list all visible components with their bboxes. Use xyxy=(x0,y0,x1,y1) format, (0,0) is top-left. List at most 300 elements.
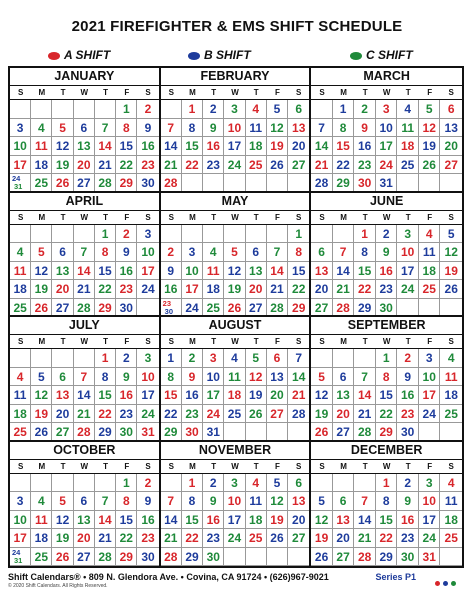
weekday-header xyxy=(311,335,462,349)
weekday-label: T xyxy=(405,337,411,346)
weekday-header xyxy=(311,86,462,100)
day-cell: 28 xyxy=(311,174,333,193)
weekday-label: W xyxy=(382,461,391,471)
day-cell: 29 xyxy=(116,174,137,193)
weekday-label: T xyxy=(362,337,368,346)
day-cell: 10 xyxy=(419,492,441,511)
month-days xyxy=(161,474,310,567)
day-cell: 8 xyxy=(95,243,116,262)
legend-b-shift: B SHIFT xyxy=(188,48,251,62)
day-cell: 14 xyxy=(354,511,376,530)
day-cell: 10 xyxy=(224,119,245,138)
day-cell: 30 xyxy=(116,423,137,442)
day-cell: 4 xyxy=(10,368,31,387)
day-cell: 18 xyxy=(246,137,267,156)
day-cell: 25 xyxy=(440,529,462,548)
day-cell: 12 xyxy=(419,119,441,138)
day-cell: 25 xyxy=(10,299,31,318)
day-cell: 14 xyxy=(95,511,116,530)
empty-day xyxy=(10,349,31,368)
weekday-label: T xyxy=(60,88,66,97)
day-cell: 7 xyxy=(288,349,309,368)
day-cell: 10 xyxy=(137,368,158,387)
day-cell: 7 xyxy=(74,368,95,387)
day-cell: 21 xyxy=(333,280,355,299)
day-cell: 20 xyxy=(333,529,355,548)
month-october xyxy=(10,442,161,567)
weekday-label: F xyxy=(124,337,130,346)
day-cell: 29 xyxy=(161,423,182,442)
month-name: JANUARY xyxy=(10,68,159,86)
day-cell: 18 xyxy=(224,386,245,405)
weekday-label: S xyxy=(145,212,151,222)
day-cell: 6 xyxy=(333,492,355,511)
day-cell: 27 xyxy=(288,156,309,175)
day-cell: 25 xyxy=(440,405,462,424)
weekday-label: T xyxy=(253,337,259,346)
day-cell: 19 xyxy=(267,511,288,530)
day-cell: 17 xyxy=(10,529,31,548)
day-cell: 5 xyxy=(31,243,52,262)
day-cell: 11 xyxy=(397,119,419,138)
day-cell: 13 xyxy=(333,386,355,405)
weekday-label: W xyxy=(80,461,89,471)
empty-day xyxy=(354,474,376,493)
day-cell: 13 xyxy=(74,511,95,530)
day-cell: 6 xyxy=(52,243,73,262)
b-shift-icon xyxy=(188,52,200,60)
day-cell: 12 xyxy=(224,262,245,281)
empty-day xyxy=(74,349,95,368)
day-cell: 14 xyxy=(333,262,355,281)
day-cell: 2 xyxy=(161,243,182,262)
empty-day xyxy=(161,225,182,244)
day-cell: 17 xyxy=(203,386,224,405)
day-cell: 12 xyxy=(246,368,267,387)
weekday-label: S xyxy=(168,212,174,222)
day-cell: 29 xyxy=(182,548,203,567)
month-days xyxy=(10,349,159,442)
day-cell: 6 xyxy=(52,368,73,387)
weekday-label: S xyxy=(319,88,325,97)
day-cell-split: 24 31 xyxy=(10,548,31,567)
weekday-label: F xyxy=(427,212,433,222)
weekday-label: F xyxy=(275,88,280,97)
day-cell: 14 xyxy=(161,511,182,530)
day-cell: 4 xyxy=(246,100,267,119)
day-cell-split: 23 30 xyxy=(161,299,182,318)
weekday-label: S xyxy=(17,88,24,97)
day-cell: 30 xyxy=(137,548,158,567)
weekday-label: T xyxy=(211,212,217,222)
day-cell: 7 xyxy=(354,368,376,387)
month-august xyxy=(161,317,312,442)
weekday-label: W xyxy=(231,337,239,346)
weekday-label: S xyxy=(448,461,454,471)
day-cell: 9 xyxy=(203,119,224,138)
empty-day xyxy=(74,225,95,244)
footer-dots xyxy=(432,573,456,591)
day-cell: 9 xyxy=(137,492,158,511)
weekday-label: T xyxy=(60,212,66,222)
day-cell: 13 xyxy=(288,119,309,138)
day-cell: 9 xyxy=(182,368,203,387)
day-cell: 7 xyxy=(95,492,116,511)
month-april xyxy=(10,193,161,318)
month-name: OCTOBER xyxy=(10,442,159,460)
month-days xyxy=(311,225,462,318)
day-cell: 3 xyxy=(203,349,224,368)
empty-day xyxy=(311,474,333,493)
day-cell: 23 xyxy=(397,529,419,548)
day-cell: 28 xyxy=(161,174,182,193)
day-cell: 6 xyxy=(288,100,309,119)
day-cell: 10 xyxy=(10,137,31,156)
empty-day xyxy=(246,548,267,567)
empty-day xyxy=(95,100,116,119)
day-cell: 21 xyxy=(311,156,333,175)
day-cell: 14 xyxy=(95,137,116,156)
day-cell: 27 xyxy=(74,548,95,567)
day-cell: 4 xyxy=(31,492,52,511)
day-cell: 28 xyxy=(95,174,116,193)
month-name: NOVEMBER xyxy=(161,442,310,460)
day-cell: 8 xyxy=(288,243,309,262)
empty-day xyxy=(311,349,333,368)
weekday-label: S xyxy=(145,337,151,346)
day-cell: 9 xyxy=(137,119,158,138)
day-cell: 18 xyxy=(440,511,462,530)
empty-day xyxy=(311,225,333,244)
empty-day xyxy=(161,100,182,119)
empty-day xyxy=(440,299,462,318)
empty-day xyxy=(10,100,31,119)
day-cell: 7 xyxy=(267,243,288,262)
weekday-label: F xyxy=(275,212,280,222)
day-cell: 10 xyxy=(224,492,245,511)
weekday-label: F xyxy=(124,461,130,471)
weekday-label: S xyxy=(319,461,325,471)
day-cell: 6 xyxy=(267,349,288,368)
day-cell: 22 xyxy=(182,156,203,175)
empty-day xyxy=(397,299,419,318)
day-cell: 20 xyxy=(288,137,309,156)
weekday-header xyxy=(161,460,310,474)
day-cell: 3 xyxy=(137,349,158,368)
month-days xyxy=(161,225,310,318)
day-cell: 16 xyxy=(182,386,203,405)
day-cell: 14 xyxy=(74,386,95,405)
day-cell: 26 xyxy=(267,156,288,175)
day-cell: 15 xyxy=(161,386,182,405)
day-cell: 2 xyxy=(116,225,137,244)
month-name: AUGUST xyxy=(161,317,310,335)
day-cell: 12 xyxy=(311,386,333,405)
day-cell: 23 xyxy=(182,405,203,424)
day-cell: 1 xyxy=(354,225,376,244)
day-cell: 5 xyxy=(311,492,333,511)
weekday-label: W xyxy=(231,212,239,222)
day-cell: 17 xyxy=(224,137,245,156)
day-cell: 2 xyxy=(116,349,137,368)
day-cell: 27 xyxy=(267,405,288,424)
weekday-label: T xyxy=(211,88,217,97)
day-cell: 18 xyxy=(397,137,419,156)
day-cell: 20 xyxy=(311,280,333,299)
day-cell: 19 xyxy=(311,405,333,424)
day-cell: 10 xyxy=(182,262,203,281)
day-cell: 25 xyxy=(10,423,31,442)
day-cell: 3 xyxy=(10,492,31,511)
day-cell: 21 xyxy=(95,529,116,548)
month-name: APRIL xyxy=(10,193,159,211)
day-cell: 4 xyxy=(440,349,462,368)
day-cell: 20 xyxy=(440,137,462,156)
weekday-label: T xyxy=(211,461,217,471)
month-days xyxy=(311,474,462,567)
day-cell: 14 xyxy=(354,386,376,405)
empty-day xyxy=(288,423,309,442)
day-cell: 17 xyxy=(10,156,31,175)
empty-day xyxy=(333,474,355,493)
weekday-label: S xyxy=(448,337,454,346)
calendar-grid xyxy=(8,66,464,568)
weekday-label: M xyxy=(340,337,347,346)
empty-day xyxy=(182,225,203,244)
day-cell: 30 xyxy=(203,548,224,567)
day-cell: 17 xyxy=(376,137,398,156)
day-cell: 20 xyxy=(288,511,309,530)
day-cell: 1 xyxy=(95,225,116,244)
day-cell: 4 xyxy=(440,474,462,493)
day-cell: 17 xyxy=(137,262,158,281)
weekday-label: S xyxy=(17,212,24,222)
empty-day xyxy=(31,474,52,493)
day-cell: 10 xyxy=(376,119,398,138)
day-cell: 6 xyxy=(440,100,462,119)
day-cell: 24 xyxy=(137,280,158,299)
a-shift-icon xyxy=(48,52,60,60)
day-cell: 16 xyxy=(137,137,158,156)
day-cell: 14 xyxy=(74,262,95,281)
day-cell: 5 xyxy=(246,349,267,368)
day-cell: 3 xyxy=(376,100,398,119)
empty-day xyxy=(440,423,462,442)
day-cell: 20 xyxy=(74,529,95,548)
day-cell: 26 xyxy=(419,156,441,175)
weekday-label: F xyxy=(275,461,280,471)
weekday-label: T xyxy=(362,212,368,222)
day-cell: 6 xyxy=(288,474,309,493)
empty-day xyxy=(419,174,441,193)
empty-day xyxy=(333,225,355,244)
day-cell: 5 xyxy=(440,225,462,244)
weekday-label: T xyxy=(405,461,411,471)
day-cell: 30 xyxy=(397,548,419,567)
day-cell: 29 xyxy=(354,299,376,318)
weekday-label: M xyxy=(340,461,347,471)
empty-day xyxy=(246,423,267,442)
day-cell: 30 xyxy=(137,174,158,193)
empty-day xyxy=(354,349,376,368)
day-cell: 18 xyxy=(440,386,462,405)
weekday-label: S xyxy=(319,337,325,346)
day-cell: 27 xyxy=(333,423,355,442)
day-cell: 2 xyxy=(203,474,224,493)
day-cell: 1 xyxy=(161,349,182,368)
day-cell: 12 xyxy=(311,511,333,530)
day-cell: 8 xyxy=(376,492,398,511)
day-cell: 26 xyxy=(31,423,52,442)
day-cell: 4 xyxy=(10,243,31,262)
day-cell: 25 xyxy=(224,405,245,424)
day-cell: 26 xyxy=(311,423,333,442)
day-cell: 21 xyxy=(354,405,376,424)
footer-address: Shift Calendars® • 809 N. Glendora Ave. • Covina, CA 91724 • (626)967-9021 xyxy=(8,572,329,582)
month-days xyxy=(311,100,462,193)
weekday-header xyxy=(10,86,159,100)
day-cell: 4 xyxy=(224,349,245,368)
day-cell: 30 xyxy=(182,423,203,442)
day-cell: 26 xyxy=(52,548,73,567)
day-cell: 20 xyxy=(52,405,73,424)
day-cell: 8 xyxy=(182,492,203,511)
red-dot-icon xyxy=(435,581,440,586)
day-cell: 17 xyxy=(419,386,441,405)
weekday-label: S xyxy=(17,461,24,471)
day-cell: 11 xyxy=(246,119,267,138)
day-cell: 2 xyxy=(354,100,376,119)
day-cell: 15 xyxy=(354,262,376,281)
day-cell: 16 xyxy=(376,262,398,281)
empty-day xyxy=(74,474,95,493)
day-cell: 13 xyxy=(288,492,309,511)
day-cell: 19 xyxy=(31,280,52,299)
day-cell: 17 xyxy=(137,386,158,405)
day-cell: 2 xyxy=(137,474,158,493)
day-cell: 13 xyxy=(52,262,73,281)
day-cell: 30 xyxy=(397,423,419,442)
month-december xyxy=(311,442,462,567)
weekday-label: T xyxy=(253,212,259,222)
empty-day xyxy=(31,349,52,368)
weekday-header xyxy=(10,460,159,474)
weekday-label: T xyxy=(405,212,411,222)
day-cell: 24 xyxy=(203,405,224,424)
day-cell: 13 xyxy=(246,262,267,281)
day-cell: 17 xyxy=(182,280,203,299)
weekday-header xyxy=(311,211,462,225)
day-cell: 22 xyxy=(116,156,137,175)
empty-day xyxy=(440,174,462,193)
day-cell: 22 xyxy=(182,529,203,548)
day-cell: 18 xyxy=(10,280,31,299)
weekday-label: T xyxy=(103,461,108,471)
empty-day xyxy=(311,100,333,119)
empty-day xyxy=(52,225,73,244)
empty-day xyxy=(419,299,441,318)
day-cell: 18 xyxy=(419,262,441,281)
weekday-label: S xyxy=(168,461,174,471)
month-name: JUNE xyxy=(311,193,462,211)
empty-day xyxy=(288,548,309,567)
empty-day xyxy=(267,423,288,442)
day-cell: 31 xyxy=(137,423,158,442)
day-cell: 1 xyxy=(288,225,309,244)
empty-day xyxy=(419,423,441,442)
weekday-label: F xyxy=(427,88,433,97)
day-cell: 15 xyxy=(376,386,398,405)
empty-day xyxy=(203,225,224,244)
day-cell: 21 xyxy=(161,529,182,548)
day-cell: 12 xyxy=(31,386,52,405)
day-cell: 27 xyxy=(52,423,73,442)
empty-day xyxy=(31,100,52,119)
day-cell: 11 xyxy=(10,262,31,281)
legend-c-shift: C SHIFT xyxy=(350,48,413,62)
weekday-label: T xyxy=(60,461,66,471)
empty-day xyxy=(288,174,309,193)
day-cell: 26 xyxy=(246,405,267,424)
day-cell-split: 24 31 xyxy=(10,174,31,193)
day-cell: 21 xyxy=(161,156,182,175)
day-cell: 19 xyxy=(52,529,73,548)
day-cell: 5 xyxy=(224,243,245,262)
day-cell: 18 xyxy=(31,529,52,548)
weekday-label: M xyxy=(38,461,46,471)
day-cell: 16 xyxy=(397,511,419,530)
day-cell: 7 xyxy=(161,119,182,138)
weekday-header xyxy=(161,86,310,100)
empty-day xyxy=(52,349,73,368)
empty-day xyxy=(267,174,288,193)
day-cell: 29 xyxy=(116,548,137,567)
day-cell: 19 xyxy=(419,137,441,156)
weekday-label: T xyxy=(405,88,411,97)
empty-day xyxy=(182,174,203,193)
weekday-label: F xyxy=(275,337,280,346)
empty-day xyxy=(246,225,267,244)
day-cell: 5 xyxy=(31,368,52,387)
weekday-label: W xyxy=(382,88,391,97)
day-cell: 6 xyxy=(74,492,95,511)
day-cell: 7 xyxy=(161,492,182,511)
day-cell: 29 xyxy=(333,174,355,193)
day-cell: 2 xyxy=(203,100,224,119)
series-label: Series P1 xyxy=(375,572,416,582)
day-cell: 23 xyxy=(137,529,158,548)
day-cell: 3 xyxy=(224,100,245,119)
weekday-label: S xyxy=(296,337,302,346)
day-cell: 21 xyxy=(267,280,288,299)
day-cell: 11 xyxy=(203,262,224,281)
empty-day xyxy=(137,299,158,318)
empty-day xyxy=(10,225,31,244)
day-cell: 25 xyxy=(246,529,267,548)
day-cell: 19 xyxy=(267,137,288,156)
day-cell: 16 xyxy=(116,262,137,281)
day-cell: 10 xyxy=(397,243,419,262)
day-cell: 22 xyxy=(95,280,116,299)
day-cell: 6 xyxy=(246,243,267,262)
day-cell: 3 xyxy=(137,225,158,244)
empty-day xyxy=(246,174,267,193)
day-cell: 1 xyxy=(95,349,116,368)
day-cell: 3 xyxy=(10,119,31,138)
day-cell: 5 xyxy=(267,100,288,119)
day-cell: 8 xyxy=(376,368,398,387)
day-cell: 25 xyxy=(31,174,52,193)
